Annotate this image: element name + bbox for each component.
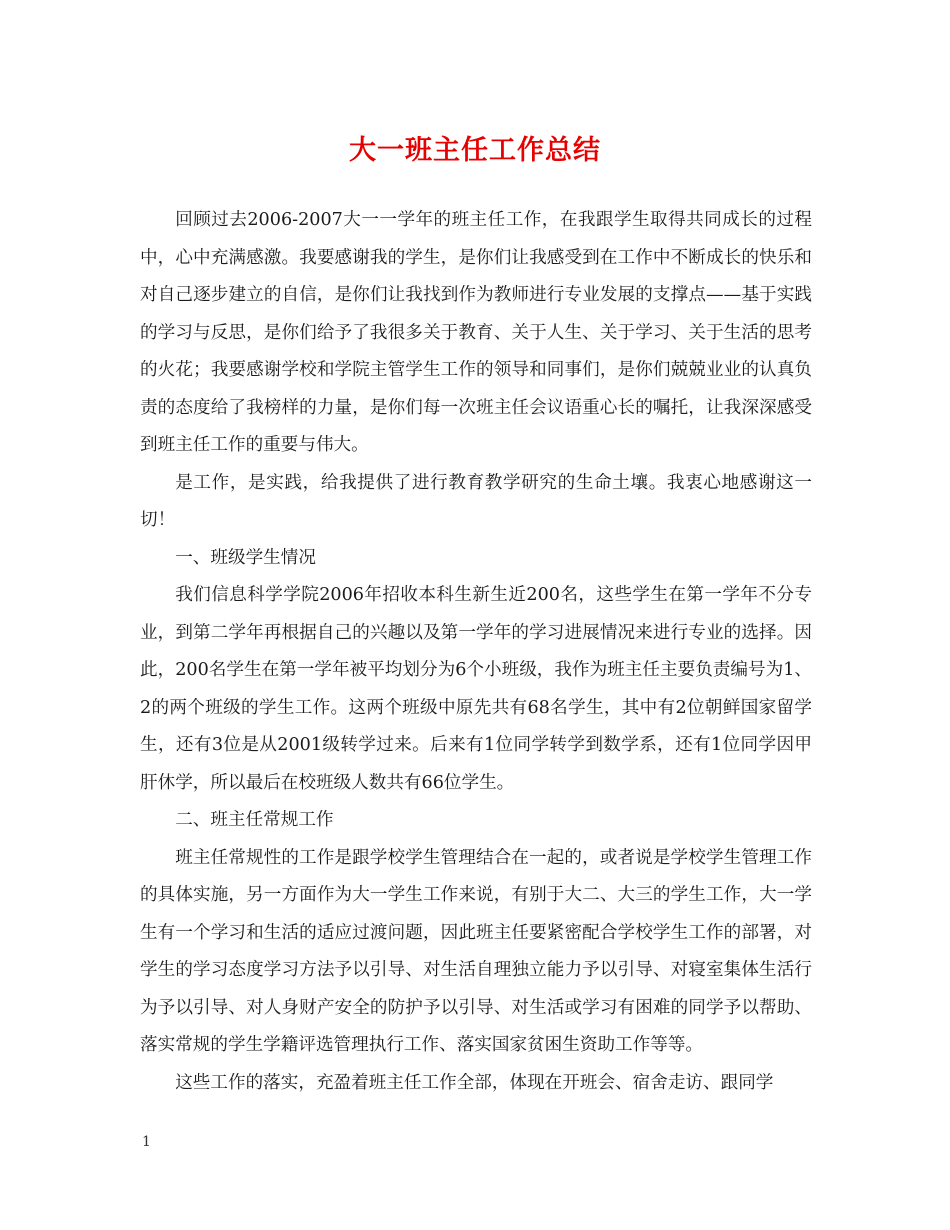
- section-heading-class-situation: 一、班级学生情况: [175, 547, 316, 568]
- paragraph-thanks: 是工作，是实践，给我提供了进行教育教学研究的生命土壤。我衷心地感谢这一切！: [140, 472, 812, 530]
- paragraph-intro: 回顾过去2006-2007大一一学年的班主任工作，在我跟学生取得共同成长的过程中，心中充满感激。我要感谢我的学生，是你们让我感受到在工作中不断成长的快乐和对自己逐步建立的自信，是你们让我找到作为教师进行专业发展的支撑点——基于实践的学习与反思，是你们给予了我很多关于教育、关于人生、关于学习、关于生活的思考的火花；我要感谢学校和学院主管学生工作的领导和同事们，是你们兢兢业业的认真负责的态度给了我榜样的力量，是你们每一次班主任会议语重心长的嘱托，让我深深感受到班主任工作的重要与伟大。: [140, 210, 812, 455]
- paragraph-routine-work: 班主任常规性的工作是跟学校学生管理结合在一起的，或者说是学校学生管理工作的具体实施，另一方面作为大一学生工作来说，有别于大二、大三的学生工作，大一学生有一个学习和生活的适应过渡问题，因此班主任要紧密配合学校学生工作的部署，对学生的学习态度学习方法予以引导、对生活自理独立能力予以引导、对寝室集体生活行为予以引导、对人身财产安全的防护予以引导、对生活或学习有困难的同学予以帮助、落实常规的学生学籍评选管理执行工作、落实国家贫困生资助工作等等。: [140, 847, 812, 1055]
- page-number: 1: [142, 1134, 151, 1150]
- paragraph-class-situation: 我们信息科学学院2006年招收本科生新生近200名，这些学生在第一学年不分专业，到第二学年再根据自己的兴趣以及第一学年的学习进展情况来进行专业的选择。因此，200名学生在第一学年被平均划分为6个小班级，我作为班主任主要负责编号为1、2的两个班级的学生工作。这两个班级中原先共有68名学生，其中有2位朝鲜国家留学生，还有3位是从2001级转学过来。后来有1位同学转学到数学系，还有1位同学因甲肝休学，所以最后在校班级人数共有66位学生。: [140, 585, 812, 793]
- paragraph-implementation: 这些工作的落实，充盈着班主任工作全部，体现在开班会、宿舍走访、跟同学: [175, 1072, 774, 1093]
- document-body: [140, 202, 812, 1102]
- section-heading-routine-work: 二、班主任常规工作: [175, 810, 334, 830]
- document-title: 大一班主任工作总结: [349, 135, 601, 166]
